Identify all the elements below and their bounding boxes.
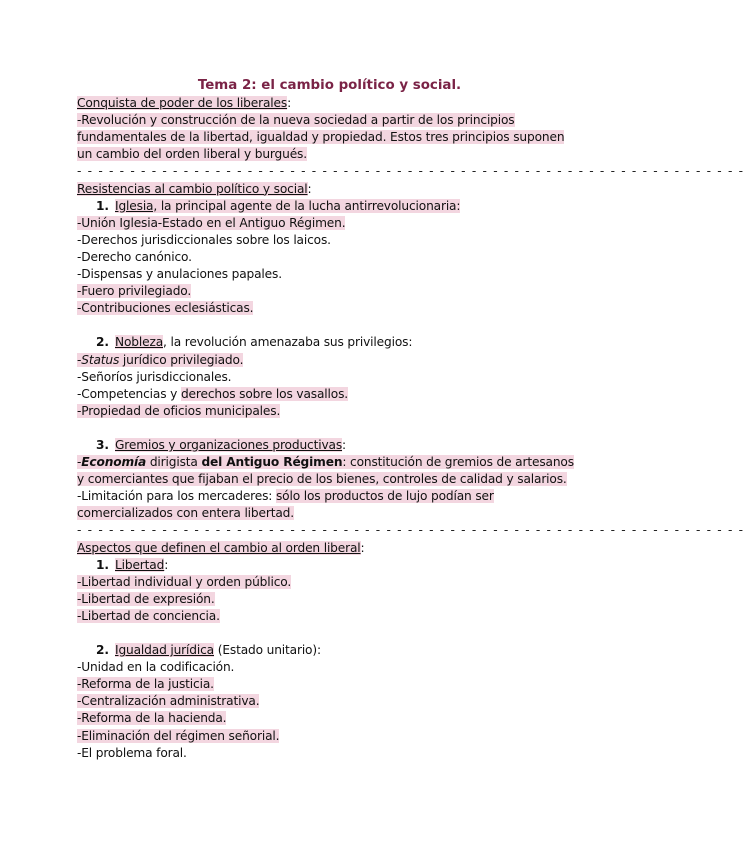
numbered-item-nobleza: 2. Nobleza, la revolución amenazaba sus privilegios:: [96, 335, 413, 350]
list-item: -Derecho canónico.: [77, 249, 192, 264]
item-term: Iglesia: [115, 198, 154, 213]
numbered-item-igualdad: 2. Igualdad jurídica (Estado unitario):: [96, 643, 321, 658]
section-body: [77, 112, 582, 163]
numbered-item-libertad: 1. Libertad:: [96, 557, 169, 572]
numbered-item-gremios: 3. Gremios y organizaciones productivas:: [96, 437, 346, 452]
paragraph-economia: -Economía dirigista del Antiguo Régimen: constitución de gremios de artesanos y comerciantes que fijaban el precio de los bienes, controles de calidad y salarios.: [77, 455, 574, 487]
separator-line: - - - - - - - - - - - - - - - - - - - - - - - - - - - - - - - - - - - - - - - - - - - - - - - - - - - - - - - - - - - - - - -: [77, 164, 744, 179]
item-term: Libertad: [115, 557, 165, 572]
section-heading-resistencias: Resistencias al cambio político y social:: [77, 181, 312, 196]
item-term: Igualdad jurídica: [115, 643, 214, 658]
list-item: -Propiedad de oficios municipales.: [77, 403, 281, 418]
list-item: -Libertad de conciencia.: [77, 608, 220, 623]
spacer: [77, 625, 582, 642]
item-term: Gremios y organizaciones productivas: [115, 437, 343, 452]
list-item: -Eliminación del régimen señorial.: [77, 728, 280, 743]
page-title: Tema 2: el cambio político y social.: [197, 78, 462, 93]
document-content: [77, 77, 744, 762]
list-item: -Centralización administrativa.: [77, 694, 260, 709]
list-item: -Derechos jurisdiccionales sobre los laicos.: [77, 232, 331, 247]
section-heading-text: Resistencias al cambio político y social: [77, 181, 308, 196]
paragraph-mercaderes: -Limitación para los mercaderes: sólo los productos de lujo podían ser comercializados con entera libertad.: [77, 489, 494, 521]
list-item: -Unidad en la codificación.: [77, 660, 235, 675]
spacer: [77, 317, 582, 334]
list-item: -Señoríos jurisdiccionales.: [77, 369, 232, 384]
list-item: -Status jurídico privilegiado.: [77, 352, 244, 367]
list-item: -Libertad de expresión.: [77, 591, 215, 606]
section-heading-aspectos: Aspectos que definen el cambio al orden liberal:: [77, 540, 365, 555]
list-item: -Reforma de la justicia.: [77, 677, 214, 692]
section-heading-conquista: Conquista de poder de los liberales:: [77, 96, 292, 111]
item-term: Nobleza: [115, 335, 164, 350]
list-item: -Unión Iglesia-Estado en el Antiguo Régimen.: [77, 215, 346, 230]
list-item: -Fuero privilegiado.: [77, 284, 192, 299]
highlighted-text: -Revolución y construcción de la nueva sociedad a partir de los principios fundamentales de la libertad, igualdad y propiedad. Estos tres principios suponen un cambio del orden liberal y burgués.: [77, 113, 565, 162]
separator-line: - - - - - - - - - - - - - - - - - - - - - - - - - - - - - - - - - - - - - - - - - - - - - - - - - - - - - - - - - - - - - - -: [77, 523, 744, 538]
list-item: -Dispensas y anulaciones papales.: [77, 267, 282, 282]
list-item: -El problema foral.: [77, 745, 187, 760]
spacer: [77, 420, 582, 437]
list-item: -Competencias y derechos sobre los vasallos.: [77, 386, 348, 401]
list-item: -Contribuciones eclesiásticas.: [77, 301, 254, 316]
section-heading-text: Conquista de poder de los liberales: [77, 96, 288, 111]
numbered-item-iglesia: 1. Iglesia, la principal agente de la lucha antirrevolucionaria:: [96, 198, 461, 213]
list-item: -Reforma de la hacienda.: [77, 711, 227, 726]
section-heading-text: Aspectos que definen el cambio al orden liberal: [77, 540, 361, 555]
list-item: -Libertad individual y orden público.: [77, 574, 292, 589]
